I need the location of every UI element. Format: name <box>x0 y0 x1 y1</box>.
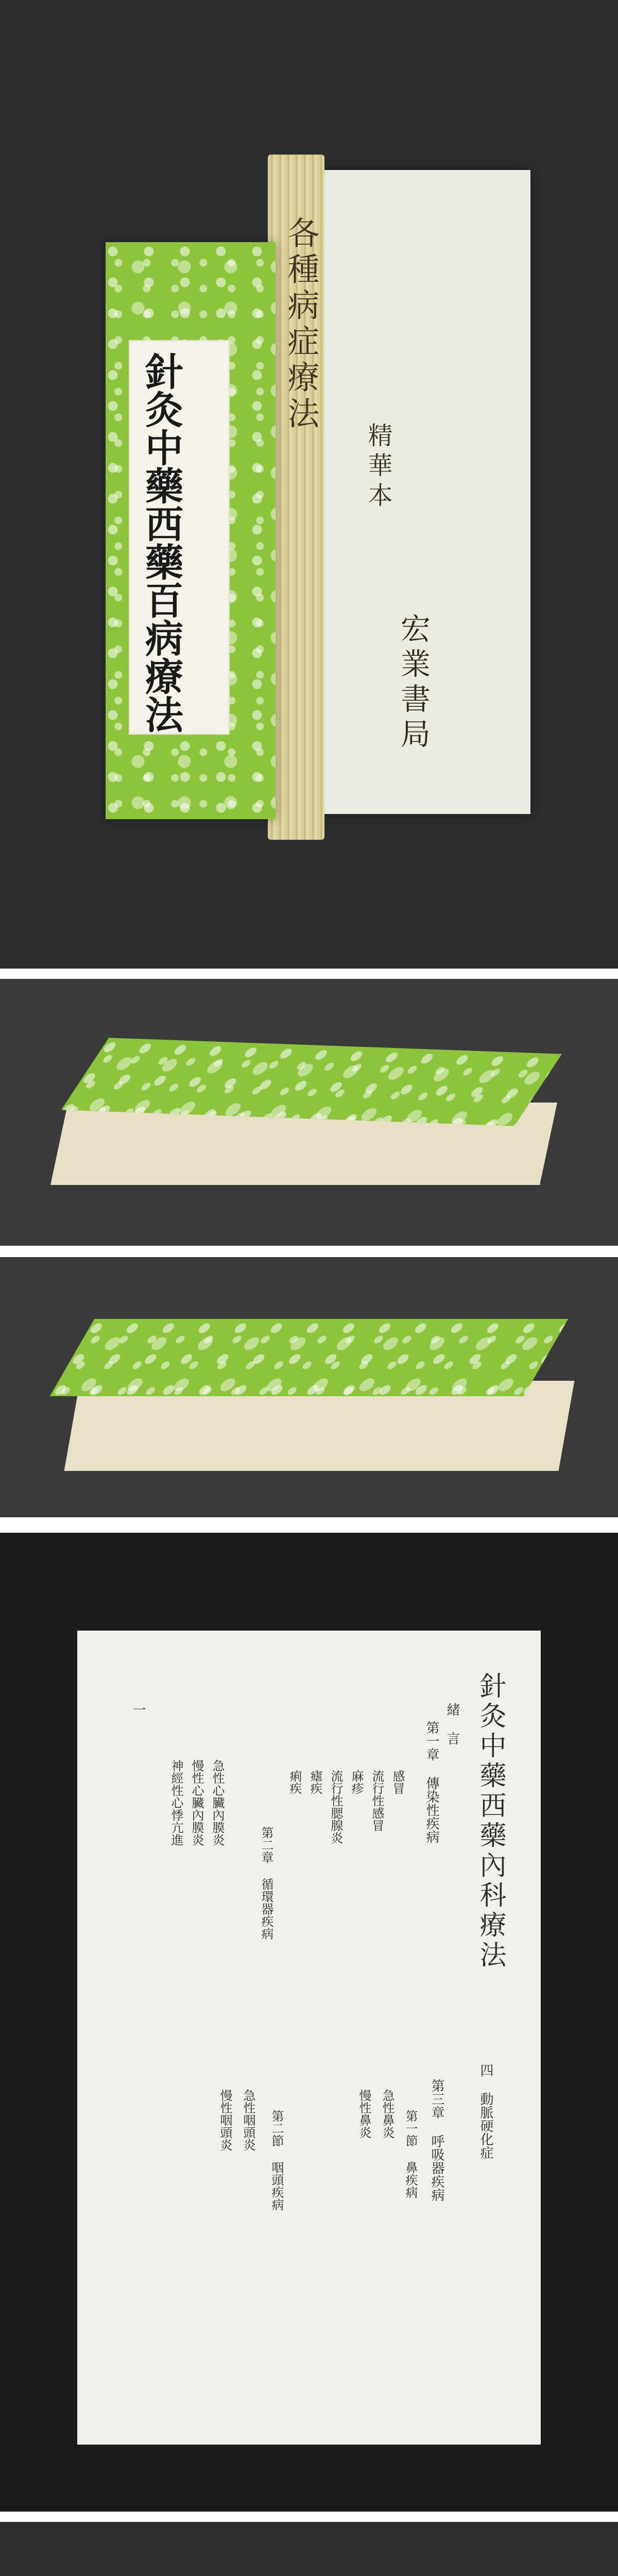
spine-title: 各種病症療法 <box>282 216 320 433</box>
photo-table-of-contents <box>0 1533 618 2512</box>
photo-book-side-view-1 <box>0 979 618 1246</box>
spine-publisher: 宏業書局 <box>396 613 431 753</box>
toc-entry: 急性心臟內膜炎 <box>210 1759 225 1846</box>
cover-title: 針灸中藥西藥百病療法 <box>139 352 183 733</box>
toc-mid-column <box>118 1728 227 1986</box>
toc-entry: 瘧疾 <box>308 1770 322 1794</box>
book-title: 針灸中藥西藥內科療法 <box>475 1672 506 1971</box>
toc-entry: 急性咽頭炎 <box>241 2089 255 2151</box>
spine-subtitle: 精華本 <box>364 422 392 512</box>
toc-entry: 流行性感冒 <box>370 1770 384 1832</box>
page-number: 一 <box>130 1703 146 1716</box>
toc-entry: 慢性心臟內膜炎 <box>190 1759 204 1846</box>
chapter-1: 第一章 傳染性疾病 <box>424 1721 439 1843</box>
toc-entry: 神經性心悸亢進 <box>169 1759 183 1846</box>
toc-lower-column <box>170 2069 397 2316</box>
cover-title-label <box>129 340 230 735</box>
toc-entry: 感冒 <box>390 1770 405 1794</box>
toc-entry: 痢疾 <box>287 1770 302 1794</box>
chapter-4: 四 動脈硬化症 <box>478 2063 493 2159</box>
toc-entry: 慢性咽頭炎 <box>218 2089 232 2151</box>
toc-entry: 急性鼻炎 <box>380 2089 394 2139</box>
section-1: 第一節 鼻疾病 <box>403 2110 418 2198</box>
preface-label: 緒 言 <box>444 1703 460 1745</box>
chapter-2: 第二章 循環器疾病 <box>259 1826 273 1940</box>
photo-book-side-view-2 <box>0 1257 618 1517</box>
section-2: 第二節 咽頭疾病 <box>269 2110 284 2211</box>
chapter-3: 第三章 呼吸器疾病 <box>429 2079 444 2201</box>
toc-entry: 麻疹 <box>349 1770 364 1794</box>
toc-entry: 流行性腮腺炎 <box>329 1770 343 1844</box>
book-top-cover <box>50 1319 569 1396</box>
photo-book-cover-spine <box>0 0 618 969</box>
toc-entry: 慢性鼻炎 <box>357 2089 371 2139</box>
photo-open-book-1 <box>0 2522 618 2576</box>
toc-right-column <box>288 1723 407 1991</box>
